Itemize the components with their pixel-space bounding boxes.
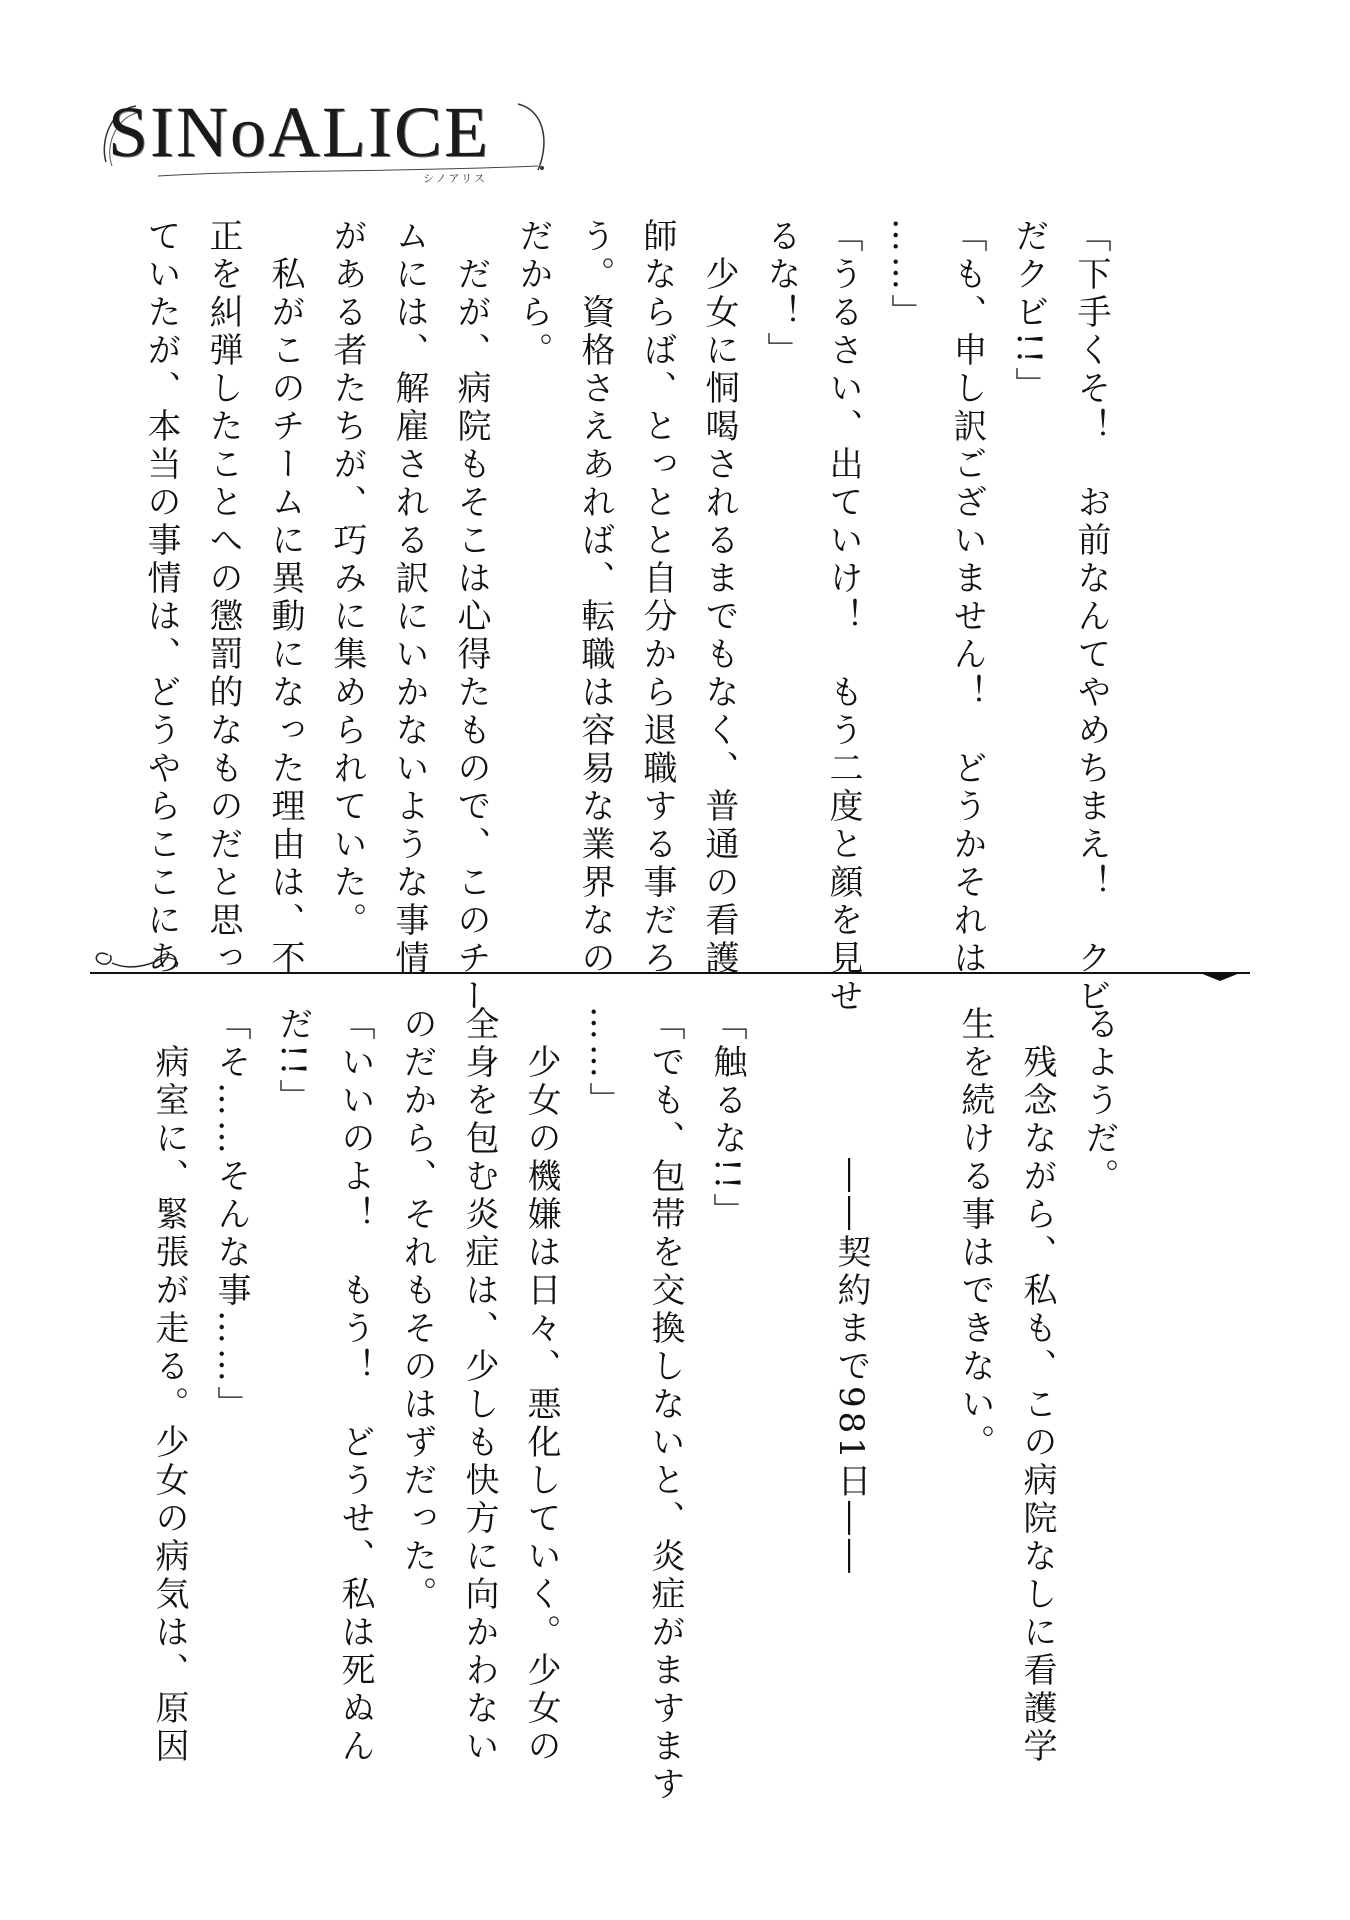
sinoalice-logo [98, 92, 558, 188]
lower-line: 「そ……そんな事……」 [211, 1006, 251, 1424]
lower-line: るようだ。 [1079, 1006, 1119, 1196]
section-divider [90, 945, 1250, 985]
lower-line: 少女の機嫌は日々、悪化していく。少女の [521, 1006, 561, 1766]
logo-title: SINoALICE [108, 92, 490, 172]
logo-subtitle: シノアリス [423, 172, 487, 185]
lower-line: 「でも、包帯を交換しないと、炎症がますます [645, 1006, 685, 1804]
lower-line: だ!!」 [273, 1006, 313, 1118]
lower-line: のだから、それもそのはずだった。 [397, 1006, 437, 1614]
upper-line: ていたが、本当の事情は、どうやらここにあ [141, 218, 181, 978]
upper-line: 正を糾弾したことへの懲罰的なものだと思っ [203, 218, 243, 978]
lower-line [882, 1006, 944, 1726]
upper-line: 「下手くそ！ お前なんてやめちまえ！ クビ [1071, 218, 1111, 1016]
upper-line: るな！」 [761, 218, 801, 370]
lower-line: ……」 [583, 1006, 623, 1120]
upper-line: 私がこのチームに異動になった理由は、不 [265, 218, 305, 978]
upper-text-block [130, 218, 1122, 1016]
upper-line: 少女に恫喝されるまでもなく、普通の看護 [699, 218, 739, 978]
upper-line: 「も、申し訳ございません！ どうかそれは [947, 218, 987, 978]
lower-line: 「いいのよ！ もう！ どうせ、私は死ぬん [335, 1006, 375, 1766]
upper-line: だが、病院もそこは心得たもので、このチー [451, 218, 491, 1016]
upper-line: う。資格さえあれば、転職は容易な業界なの [575, 218, 615, 978]
lower-line: 「触るな!!」 [707, 1006, 747, 1232]
lower-text-block [138, 1006, 1130, 1804]
lower-line: 全身を包む炎症は、少しも快方に向かわない [459, 1006, 499, 1766]
lower-line: 残念ながら、私も、この病院なしに看護学 [1017, 1006, 1057, 1766]
upper-line: がある者たちが、巧みに集められていた。 [327, 218, 367, 940]
lower-line: 生を続ける事はできない。 [955, 1006, 995, 1462]
upper-line: ムには、解雇される訳にいかないような事情 [389, 218, 429, 978]
lower-line [758, 1006, 820, 1726]
upper-line: だクビ!!」 [1009, 218, 1049, 406]
upper-line: 師ならば、とっとと自分から退職する事だろ [637, 218, 677, 978]
lower-line: ――契約まで981日―― [831, 1006, 871, 1577]
upper-line: 「うるさい、出ていけ！ もう二度と顔を見せ [823, 218, 863, 1016]
divider-flourish-icon [96, 953, 111, 964]
lower-line: 病室に、緊張が走る。少女の病気は、原因 [149, 1006, 189, 1766]
upper-line: だから。 [513, 218, 553, 370]
divider-ornament-icon [1200, 973, 1240, 981]
upper-line: ……」 [885, 218, 925, 332]
